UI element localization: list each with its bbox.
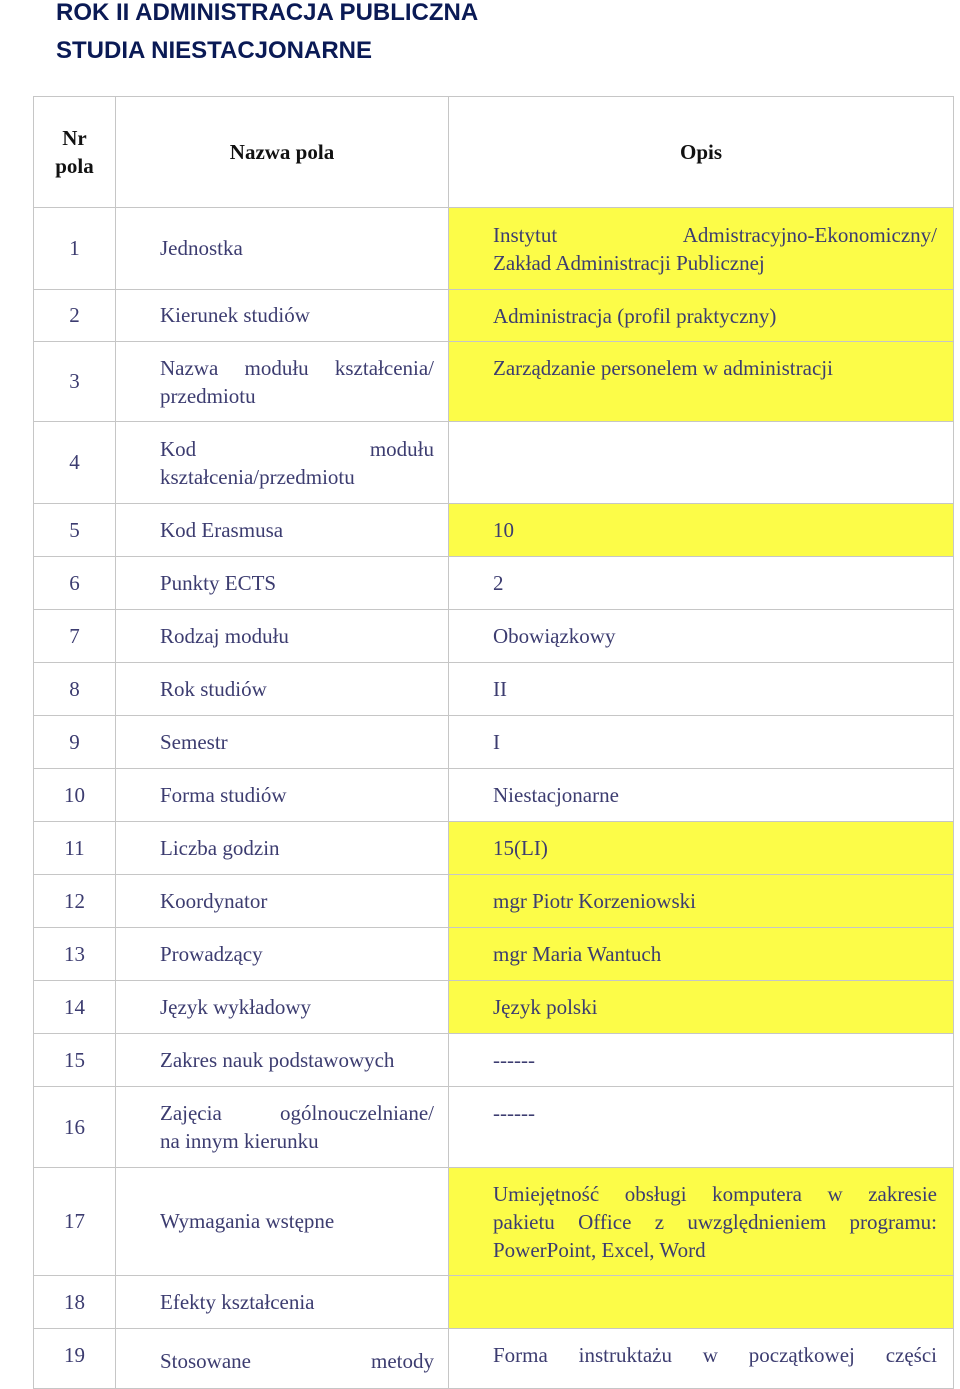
field-description: Język polski [449, 981, 954, 1034]
row-number: 10 [34, 769, 116, 822]
field-name: Prowadzący [116, 928, 449, 981]
course-table [33, 96, 954, 1389]
row-number: 9 [34, 716, 116, 769]
field-description: ------ [449, 1034, 954, 1087]
field-description: Umiejętność obsługi komputera w zakresie pakietu Office z uwzględnieniem programu: PowerPoint, Excel, Word [449, 1168, 954, 1276]
header-nr: Nr pola [34, 97, 116, 208]
table-row [34, 928, 954, 981]
table-row [34, 716, 954, 769]
row-number: 18 [34, 1276, 116, 1329]
row-number: 1 [34, 208, 116, 290]
table-header-row [34, 97, 954, 208]
table-row [34, 290, 954, 342]
field-description [449, 422, 954, 504]
row-number: 6 [34, 557, 116, 610]
row-number: 11 [34, 822, 116, 875]
field-description: Zarządzanie personelem w administracji [449, 342, 954, 422]
document-subtitle: STUDIA NIESTACJONARNE [56, 37, 373, 64]
table-row [34, 1276, 954, 1329]
header-name: Nazwa pola [116, 97, 449, 208]
field-name: Język wykładowy [116, 981, 449, 1034]
field-description: mgr Maria Wantuch [449, 928, 954, 981]
table-row [34, 769, 954, 822]
row-number: 4 [34, 422, 116, 504]
field-name: Efekty kształcenia [116, 1276, 449, 1329]
table-row [34, 342, 954, 422]
field-description: Niestacjonarne [449, 769, 954, 822]
row-number: 19 [34, 1329, 116, 1389]
row-number: 3 [34, 342, 116, 422]
field-name: Semestr [116, 716, 449, 769]
field-name: Stosowane metody [116, 1329, 449, 1389]
row-number: 14 [34, 981, 116, 1034]
field-name: Kierunek studiów [116, 290, 449, 342]
header-desc: Opis [449, 97, 954, 208]
field-description: II [449, 663, 954, 716]
table-row [34, 663, 954, 716]
field-description: 15(LI) [449, 822, 954, 875]
field-description: Forma instruktażu w początkowej części [449, 1329, 954, 1389]
field-description: ------ [449, 1087, 954, 1168]
field-description: Obowiązkowy [449, 610, 954, 663]
field-description: I [449, 716, 954, 769]
row-number: 2 [34, 290, 116, 342]
field-name: Kod Erasmusa [116, 504, 449, 557]
field-name: Kod modułu kształcenia/przedmiotu [116, 422, 449, 504]
row-number: 17 [34, 1168, 116, 1276]
field-name: Zajęcia ogólnouczelniane/ na innym kierunku [116, 1087, 449, 1168]
row-number: 7 [34, 610, 116, 663]
field-name: Punkty ECTS [116, 557, 449, 610]
table-row [34, 422, 954, 504]
field-description: mgr Piotr Korzeniowski [449, 875, 954, 928]
row-number: 12 [34, 875, 116, 928]
field-name: Liczba godzin [116, 822, 449, 875]
row-number: 15 [34, 1034, 116, 1087]
table-row [34, 208, 954, 290]
table-row [34, 981, 954, 1034]
field-description: Instytut Admistracyjno-Ekonomiczny/ Zakład Administracji Publicznej [449, 208, 954, 290]
document-title: ROK II ADMINISTRACJA PUBLICZNA [56, 0, 479, 26]
table-row [34, 610, 954, 663]
table-row [34, 875, 954, 928]
table-row [34, 822, 954, 875]
row-number: 5 [34, 504, 116, 557]
row-number: 16 [34, 1087, 116, 1168]
field-description: 2 [449, 557, 954, 610]
field-description: 10 [449, 504, 954, 557]
table-row [34, 557, 954, 610]
field-description: Administracja (profil praktyczny) [449, 290, 954, 342]
table-row [34, 1034, 954, 1087]
field-description [449, 1276, 954, 1329]
table-row [34, 1087, 954, 1168]
field-name: Rok studiów [116, 663, 449, 716]
field-name: Wymagania wstępne [116, 1168, 449, 1276]
table-row [34, 504, 954, 557]
table-row [34, 1168, 954, 1276]
row-number: 8 [34, 663, 116, 716]
field-name: Rodzaj modułu [116, 610, 449, 663]
field-name: Koordynator [116, 875, 449, 928]
field-name: Nazwa modułu kształcenia/ przedmiotu [116, 342, 449, 422]
table-row [34, 1329, 954, 1389]
field-name: Zakres nauk podstawowych [116, 1034, 449, 1087]
field-name: Forma studiów [116, 769, 449, 822]
field-name: Jednostka [116, 208, 449, 290]
row-number: 13 [34, 928, 116, 981]
